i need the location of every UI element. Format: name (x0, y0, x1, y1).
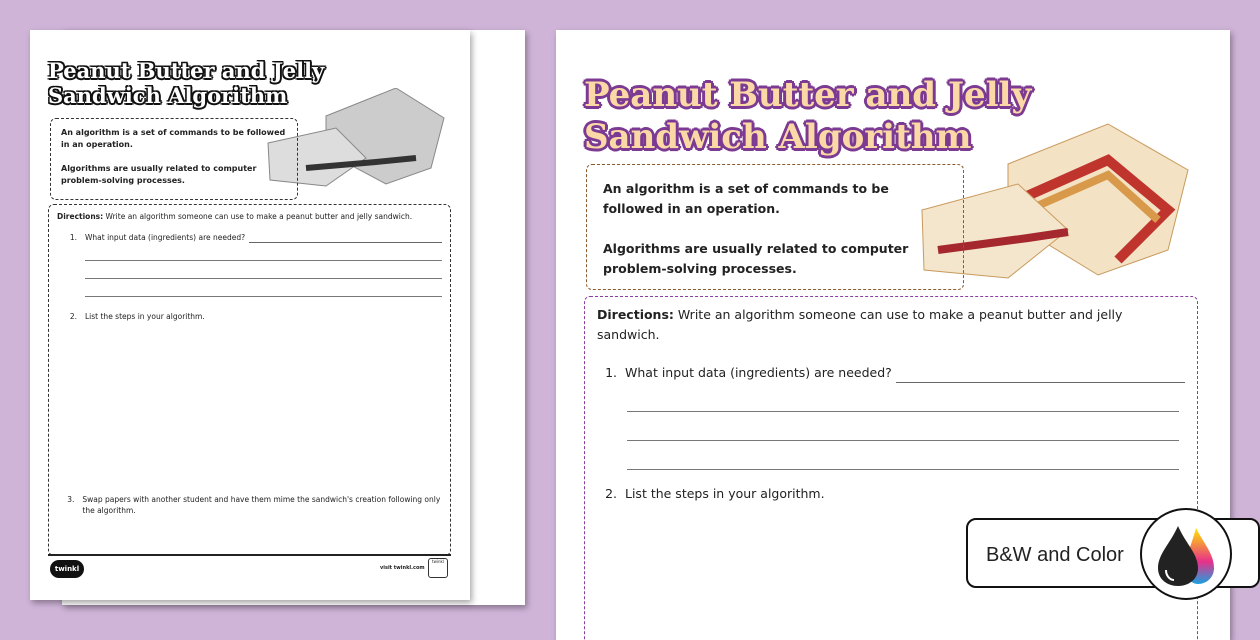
intro-box (586, 164, 964, 290)
twinkl-logo: twinkl (50, 560, 84, 578)
format-label: B&W and Color (986, 544, 1124, 566)
visit-link[interactable]: visit twinkl.com (380, 565, 425, 571)
q1-text: What input data (ingredients) are needed? (625, 365, 892, 380)
intro-text-1: An algorithm is a set of commands to be followed in an operation. (61, 128, 286, 149)
answer-line[interactable] (627, 412, 1179, 441)
ink-drops-icon (1140, 508, 1232, 600)
q1-number: 1. (69, 233, 77, 242)
directions-box (584, 296, 1198, 640)
title-line1: Peanut Butter and Jelly (48, 58, 325, 83)
answer-line[interactable] (85, 243, 442, 261)
intro-box (50, 118, 298, 200)
q2-text: List the steps in your algorithm. (625, 486, 825, 501)
directions-box (48, 204, 451, 556)
title-line2: Sandwich Algorithm (48, 83, 288, 108)
answer-line[interactable] (249, 232, 442, 243)
q1-text: What input data (ingredients) are needed? (85, 233, 246, 242)
footer-divider (48, 554, 451, 556)
directions (597, 305, 1185, 345)
worksheet-bw-preview (30, 30, 470, 600)
q3-text: Swap papers with another student and have them mime the sandwich's creation following only the algorithm. (82, 495, 441, 515)
q2-number: 2. (605, 486, 617, 501)
answer-line[interactable] (627, 441, 1179, 470)
title-line1: Peanut Butter and Jelly (584, 75, 1032, 115)
q1-number: 1. (605, 365, 617, 380)
answer-line[interactable] (896, 363, 1185, 383)
intro-text-2: Algorithms are usually related to computer problem-solving processes. (603, 241, 909, 276)
q2-number: 2. (69, 312, 77, 321)
answer-line[interactable] (85, 279, 442, 297)
directions-label: Directions: (57, 212, 104, 221)
title-line2: Sandwich Algorithm (584, 117, 972, 157)
answer-line[interactable] (85, 261, 442, 279)
q3-number: 3. (67, 495, 75, 504)
directions (57, 211, 442, 222)
directions-text: Write an algorithm someone can use to make a peanut butter and jelly sandwich. (103, 212, 413, 221)
q2-text: List the steps in your algorithm. (85, 312, 205, 321)
intro-text-2: Algorithms are usually related to computer problem-solving processes. (61, 164, 257, 185)
intro-text-1: An algorithm is a set of commands to be followed in an operation. (603, 181, 889, 216)
quality-badge: twinkl (428, 558, 448, 578)
answer-line[interactable] (627, 383, 1179, 412)
directions-label: Directions: (597, 307, 674, 322)
directions-text: Write an algorithm someone can use to make a peanut butter and jelly sandwich. (597, 307, 1123, 342)
